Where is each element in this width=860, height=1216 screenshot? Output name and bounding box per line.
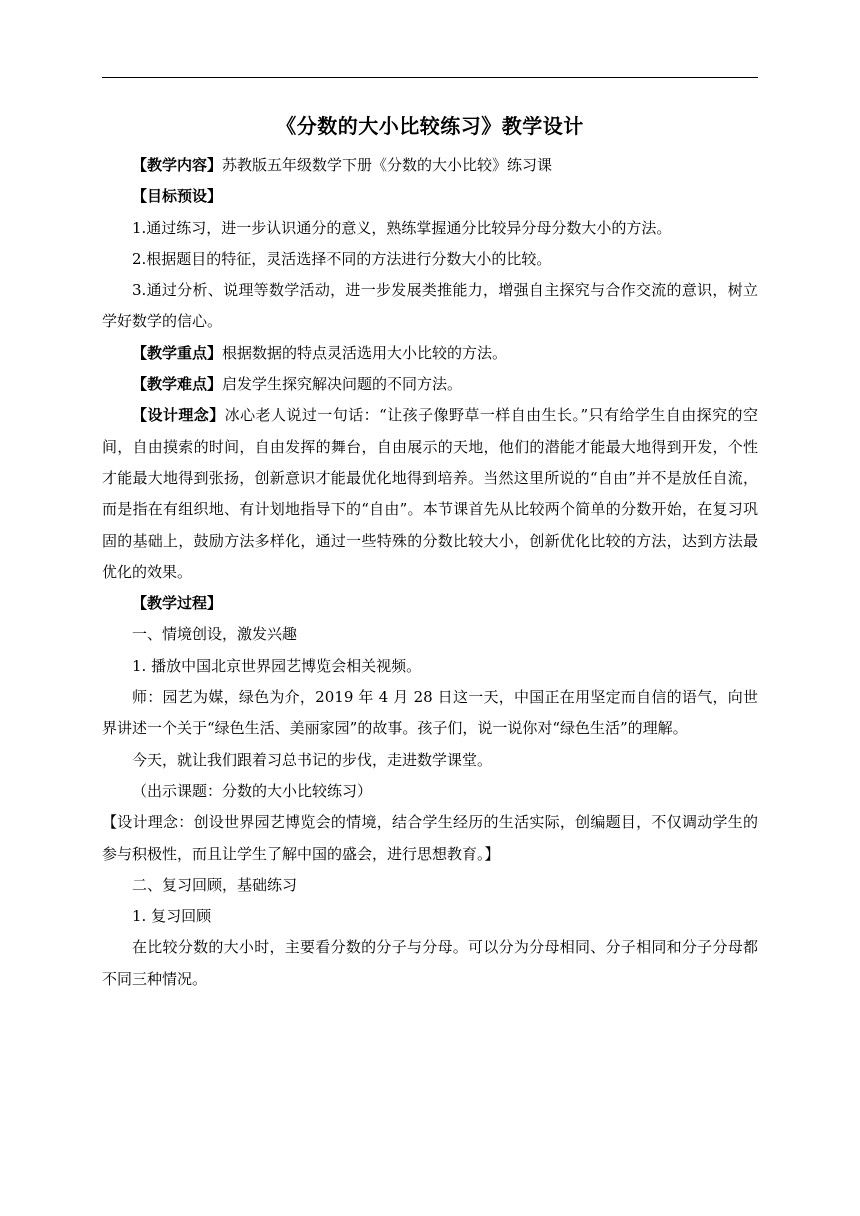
body-paragraph: 在比较分数的大小时，主要看分数的分子与分母。可以分为分母相同、分子相同和分子分母都不同三种情况。 [102, 938, 758, 988]
process-label: 【教学过程】 [132, 594, 223, 613]
difficulty-label: 【教学难点】 [132, 375, 223, 394]
teaching-content-paragraph [102, 150, 758, 181]
body-paragraph: 今天，就让我们跟着习总书记的步伐，走进数学课堂。 [132, 750, 493, 769]
key-point-label: 【教学重点】 [132, 343, 223, 362]
teacher-speech: 师：园艺为媒，绿色为介，2019 年 4 月 28 日这一天，中国正在用坚定而自信的语气，向世界讲述一个关于“绿色生活、美丽家园”的故事。孩子们，说一说你对“绿色生活”的理解。 [102, 688, 758, 738]
teaching-content-label: 【教学内容】 [132, 156, 223, 174]
list-item: 1. 播放中国北京世界园艺博览会相关视频。 [132, 656, 422, 675]
goal-item: 3.通过分析、说理等数学活动，进一步发展类推能力，增强自主探究与合作交流的意识，树立学好数学的信心。 [102, 281, 758, 331]
difficulty-text: 启发学生探究解决问题的不同方法。 [222, 375, 463, 394]
document-title: 《分数的大小比较练习》教学设计 [276, 114, 584, 138]
difficulty-paragraph [102, 369, 758, 400]
document-body [102, 150, 758, 995]
design-concept-paragraph [102, 400, 758, 588]
header-rule [102, 77, 758, 78]
goals-heading [102, 181, 758, 212]
list-item: 1. 复习回顾 [132, 907, 212, 926]
teaching-content-text: 苏教版五年级数学下册《分数的大小比较》练习课 [222, 156, 553, 174]
design-concept-label: 【设计理念】 [132, 406, 225, 425]
goal-item: 1.通过练习，进一步认识通分的意义，熟练掌握通分比较异分母分数大小的方法。 [132, 218, 672, 237]
section-heading: 二、复习回顾，基础练习 [132, 875, 298, 894]
design-note: 【设计理念：创设世界园艺博览会的情境，结合学生经历的生活实际，创编题目，不仅调动学生的参与积极性，而且让学生了解中国的盛会，进行思想教育。】 [102, 813, 758, 863]
topic-note: （出示课题：分数的大小比较练习） [132, 781, 373, 800]
design-concept-text: 冰心老人说过一句话：“让孩子像野草一样自由生长。”只有给学生自由探究的空间，自由摸索的时间，自由发挥的舞台，自由展示的天地，他们的潜能才能最大地得到开发，个性才能最大地得到张扬，创新意识才能最优化地得到培养。当然这里所说的“自由”并不是放任自流，而是指在有组织地、有计划地指导下的“自由”。本节课首先从比较两个简单的分数开始，在复习巩固的基础上，鼓励方法多样化，通过一些特殊的分数比较大小，创新优化比较的方法，达到方法最优化的效果。 [102, 406, 758, 581]
section-heading: 一、情境创设，激发兴趣 [132, 625, 298, 644]
goals-label: 【目标预设】 [132, 187, 223, 206]
goal-item: 2.根据题目的特征，灵活选择不同的方法进行分数大小的比较。 [132, 249, 552, 268]
key-point-paragraph [102, 338, 758, 369]
key-point-text: 根据数据的特点灵活选用大小比较的方法。 [222, 343, 508, 362]
process-heading [102, 588, 758, 619]
